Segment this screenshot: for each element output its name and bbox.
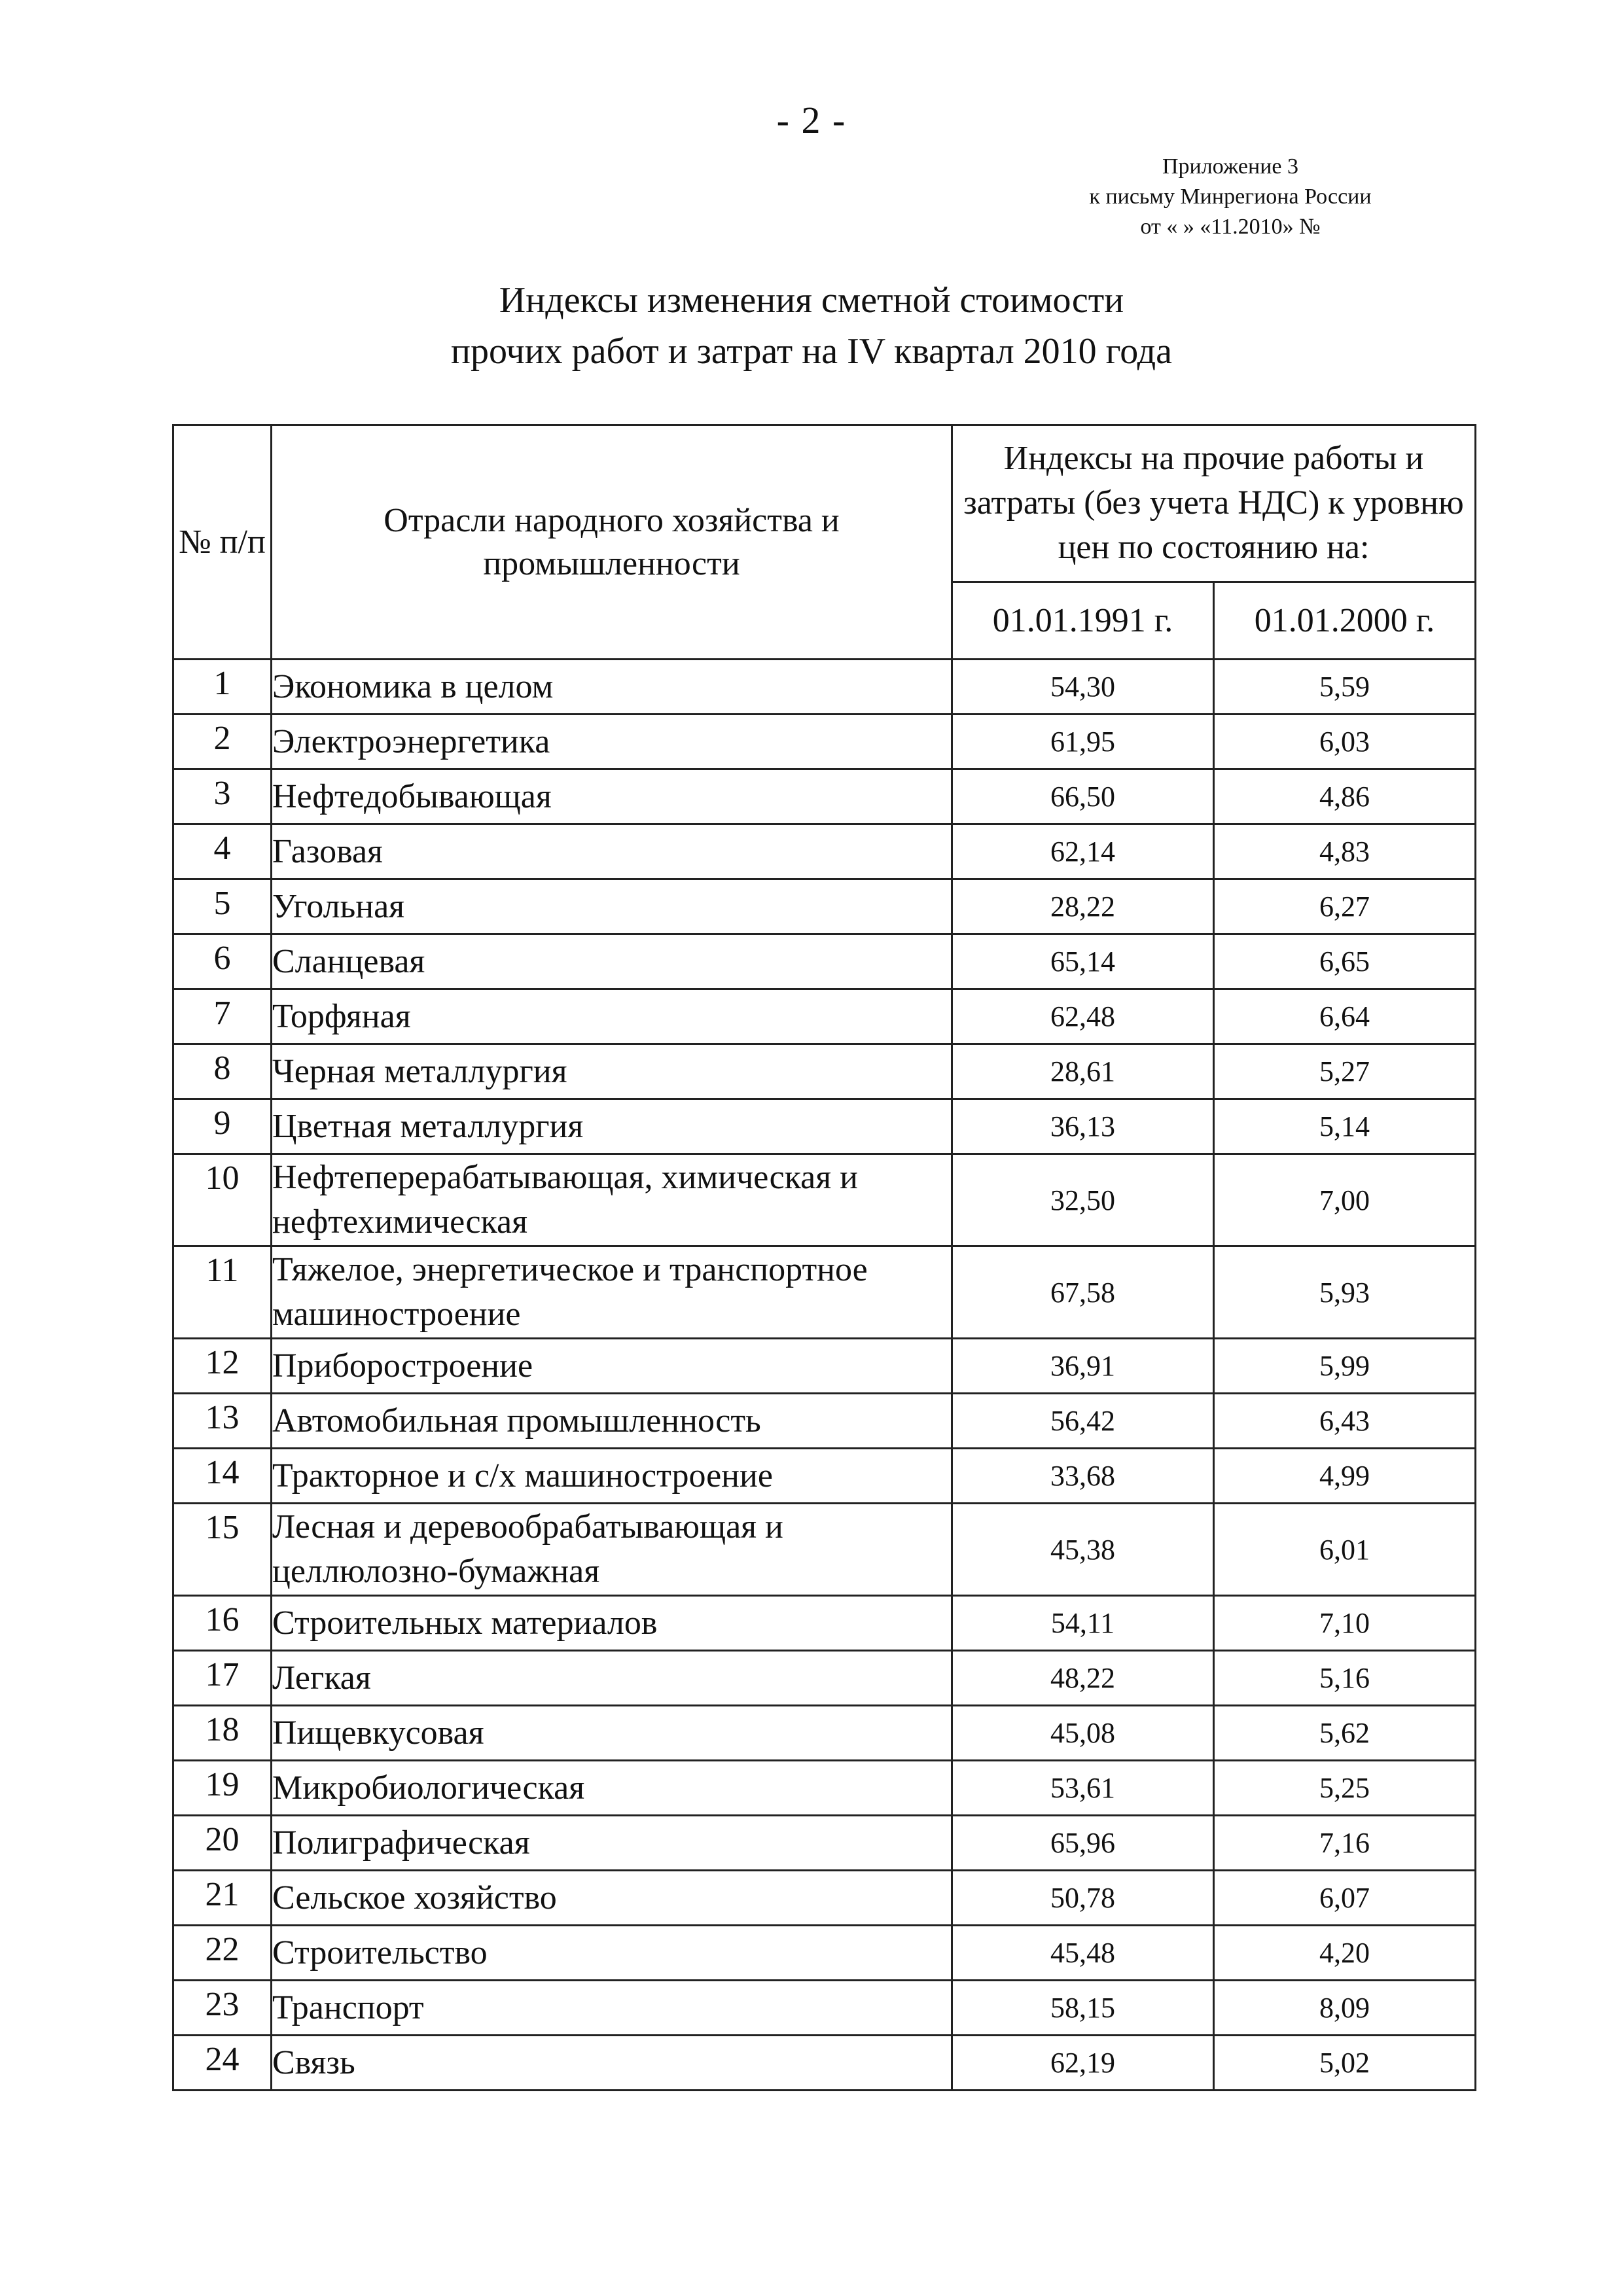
- table-row: [173, 1816, 1476, 1871]
- industry-name-cell: Связь: [272, 2036, 952, 2091]
- table-row: [173, 1926, 1476, 1981]
- industry-name-cell: Нефтедобывающая: [272, 769, 952, 824]
- index-1991-cell: 62,19: [952, 2036, 1214, 2091]
- industry-name-cell: Нефтеперерабатывающая, химическая и нефтехимическая: [272, 1154, 952, 1246]
- index-1991-cell: 62,48: [952, 989, 1214, 1044]
- index-2000-cell: 6,27: [1214, 879, 1476, 934]
- index-2000-cell: 5,99: [1214, 1339, 1476, 1394]
- row-number-cell: 22: [173, 1926, 272, 1981]
- row-number-cell: 13: [173, 1394, 272, 1449]
- row-number-cell: 5: [173, 879, 272, 934]
- row-number-cell: 11: [173, 1246, 272, 1339]
- row-number-cell: 17: [173, 1651, 272, 1706]
- index-1991-cell: 62,14: [952, 824, 1214, 879]
- index-2000-cell: 5,62: [1214, 1706, 1476, 1761]
- industry-name-cell: Лесная и деревообрабатывающая и целлюлозно-бумажная: [272, 1504, 952, 1596]
- index-1991-cell: 45,48: [952, 1926, 1214, 1981]
- row-number-cell: 2: [173, 715, 272, 769]
- document-title: [0, 275, 1623, 377]
- index-2000-cell: 4,83: [1214, 824, 1476, 879]
- table-row: [173, 1651, 1476, 1706]
- industry-name-cell: Торфяная: [272, 989, 952, 1044]
- row-number-cell: 10: [173, 1154, 272, 1246]
- index-1991-cell: 36,91: [952, 1339, 1214, 1394]
- industry-name-cell: Строительство: [272, 1926, 952, 1981]
- index-1991-cell: 65,14: [952, 934, 1214, 989]
- index-1991-cell: 66,50: [952, 769, 1214, 824]
- industry-name-cell: Легкая: [272, 1651, 952, 1706]
- document-title-line-1: Индексы изменения сметной стоимости: [499, 280, 1124, 321]
- index-2000-cell: 7,00: [1214, 1154, 1476, 1246]
- table-row: [173, 1504, 1476, 1596]
- industry-name-cell: Автомобильная промышленность: [272, 1394, 952, 1449]
- table-row: [173, 2036, 1476, 2091]
- index-2000-cell: 8,09: [1214, 1981, 1476, 2036]
- table-row: [173, 1154, 1476, 1246]
- index-2000-cell: 4,20: [1214, 1926, 1476, 1981]
- indices-table: [172, 424, 1476, 2091]
- index-2000-cell: 5,93: [1214, 1246, 1476, 1339]
- row-number-cell: 7: [173, 989, 272, 1044]
- table-row: [173, 1099, 1476, 1154]
- row-number-cell: 4: [173, 824, 272, 879]
- index-1991-cell: 45,38: [952, 1504, 1214, 1596]
- table-body: [173, 660, 1476, 2091]
- industry-name-cell: Приборостроение: [272, 1339, 952, 1394]
- row-number-cell: 3: [173, 769, 272, 824]
- index-2000-cell: 5,16: [1214, 1651, 1476, 1706]
- header-date-1991: 01.01.1991 г.: [952, 582, 1214, 659]
- appendix-block: [995, 152, 1466, 242]
- row-number-cell: 8: [173, 1044, 272, 1099]
- index-1991-cell: 56,42: [952, 1394, 1214, 1449]
- appendix-letter-ref: к письму Минрегиона России: [1089, 185, 1372, 209]
- index-2000-cell: 7,16: [1214, 1816, 1476, 1871]
- industry-name-cell: Сельское хозяйство: [272, 1871, 952, 1926]
- index-2000-cell: 6,65: [1214, 934, 1476, 989]
- table-row: [173, 660, 1476, 715]
- appendix-date-ref: от « » «11.2010» №: [1140, 215, 1321, 239]
- industry-name-cell: Строительных материалов: [272, 1596, 952, 1651]
- row-number-cell: 18: [173, 1706, 272, 1761]
- industry-name-cell: Транспорт: [272, 1981, 952, 2036]
- index-1991-cell: 50,78: [952, 1871, 1214, 1926]
- row-number-cell: 23: [173, 1981, 272, 2036]
- index-2000-cell: 6,03: [1214, 715, 1476, 769]
- index-2000-cell: 4,99: [1214, 1449, 1476, 1504]
- index-1991-cell: 54,11: [952, 1596, 1214, 1651]
- index-1991-cell: 36,13: [952, 1099, 1214, 1154]
- row-number-cell: 1: [173, 660, 272, 715]
- index-1991-cell: 54,30: [952, 660, 1214, 715]
- index-1991-cell: 32,50: [952, 1154, 1214, 1246]
- index-1991-cell: 67,58: [952, 1246, 1214, 1339]
- industry-name-cell: Тяжелое, энергетическое и транспортное машиностроение: [272, 1246, 952, 1339]
- table-row: [173, 1761, 1476, 1816]
- industry-name-cell: Черная металлургия: [272, 1044, 952, 1099]
- row-number-cell: 16: [173, 1596, 272, 1651]
- row-number-cell: 19: [173, 1761, 272, 1816]
- table-row: [173, 879, 1476, 934]
- table-row: [173, 1596, 1476, 1651]
- index-2000-cell: 5,02: [1214, 2036, 1476, 2091]
- industry-name-cell: Газовая: [272, 824, 952, 879]
- row-number-cell: 15: [173, 1504, 272, 1596]
- row-number-cell: 14: [173, 1449, 272, 1504]
- row-number-cell: 20: [173, 1816, 272, 1871]
- index-2000-cell: 6,43: [1214, 1394, 1476, 1449]
- row-number-cell: 21: [173, 1871, 272, 1926]
- header-date-2000: 01.01.2000 г.: [1214, 582, 1476, 659]
- table-row: [173, 1871, 1476, 1926]
- document-title-line-2: прочих работ и затрат на IV квартал 2010 года: [451, 331, 1172, 372]
- index-2000-cell: 5,27: [1214, 1044, 1476, 1099]
- appendix-title: Приложение 3: [1162, 154, 1298, 179]
- table-row: [173, 1706, 1476, 1761]
- industry-name-cell: Пищевкусовая: [272, 1706, 952, 1761]
- table-row: [173, 1394, 1476, 1449]
- index-1991-cell: 61,95: [952, 715, 1214, 769]
- table-row: [173, 769, 1476, 824]
- row-number-cell: 24: [173, 2036, 272, 2091]
- index-2000-cell: 6,07: [1214, 1871, 1476, 1926]
- table-row: [173, 934, 1476, 989]
- index-2000-cell: 5,14: [1214, 1099, 1476, 1154]
- index-2000-cell: 4,86: [1214, 769, 1476, 824]
- index-1991-cell: 58,15: [952, 1981, 1214, 2036]
- row-number-cell: 6: [173, 934, 272, 989]
- table-row: [173, 1981, 1476, 2036]
- index-2000-cell: 6,01: [1214, 1504, 1476, 1596]
- table-row: [173, 989, 1476, 1044]
- industry-name-cell: Угольная: [272, 879, 952, 934]
- table-row: [173, 1246, 1476, 1339]
- industry-name-cell: Цветная металлургия: [272, 1099, 952, 1154]
- index-1991-cell: 48,22: [952, 1651, 1214, 1706]
- table-row: [173, 824, 1476, 879]
- industry-name-cell: Экономика в целом: [272, 660, 952, 715]
- industry-name-cell: Полиграфическая: [272, 1816, 952, 1871]
- row-number-cell: 12: [173, 1339, 272, 1394]
- index-2000-cell: 5,25: [1214, 1761, 1476, 1816]
- table-row: [173, 1449, 1476, 1504]
- table-row: [173, 715, 1476, 769]
- index-1991-cell: 28,22: [952, 879, 1214, 934]
- industry-name-cell: Микробиологическая: [272, 1761, 952, 1816]
- index-2000-cell: 6,64: [1214, 989, 1476, 1044]
- table-row: [173, 1339, 1476, 1394]
- index-2000-cell: 5,59: [1214, 660, 1476, 715]
- header-indices-group: Индексы на прочие работы и затраты (без учета НДС) к уровню цен по состоянию на:: [952, 425, 1476, 582]
- index-1991-cell: 53,61: [952, 1761, 1214, 1816]
- industry-name-cell: Электроэнергетика: [272, 715, 952, 769]
- table-row: [173, 1044, 1476, 1099]
- index-1991-cell: 28,61: [952, 1044, 1214, 1099]
- index-2000-cell: 7,10: [1214, 1596, 1476, 1651]
- index-1991-cell: 33,68: [952, 1449, 1214, 1504]
- page-number: - 2 -: [776, 99, 847, 141]
- index-1991-cell: 65,96: [952, 1816, 1214, 1871]
- industry-name-cell: Тракторное и с/х машиностроение: [272, 1449, 952, 1504]
- row-number-cell: 9: [173, 1099, 272, 1154]
- header-number: № п/п: [173, 425, 272, 660]
- index-1991-cell: 45,08: [952, 1706, 1214, 1761]
- industry-name-cell: Сланцевая: [272, 934, 952, 989]
- header-industry: Отрасли народного хозяйства и промышленности: [272, 425, 952, 660]
